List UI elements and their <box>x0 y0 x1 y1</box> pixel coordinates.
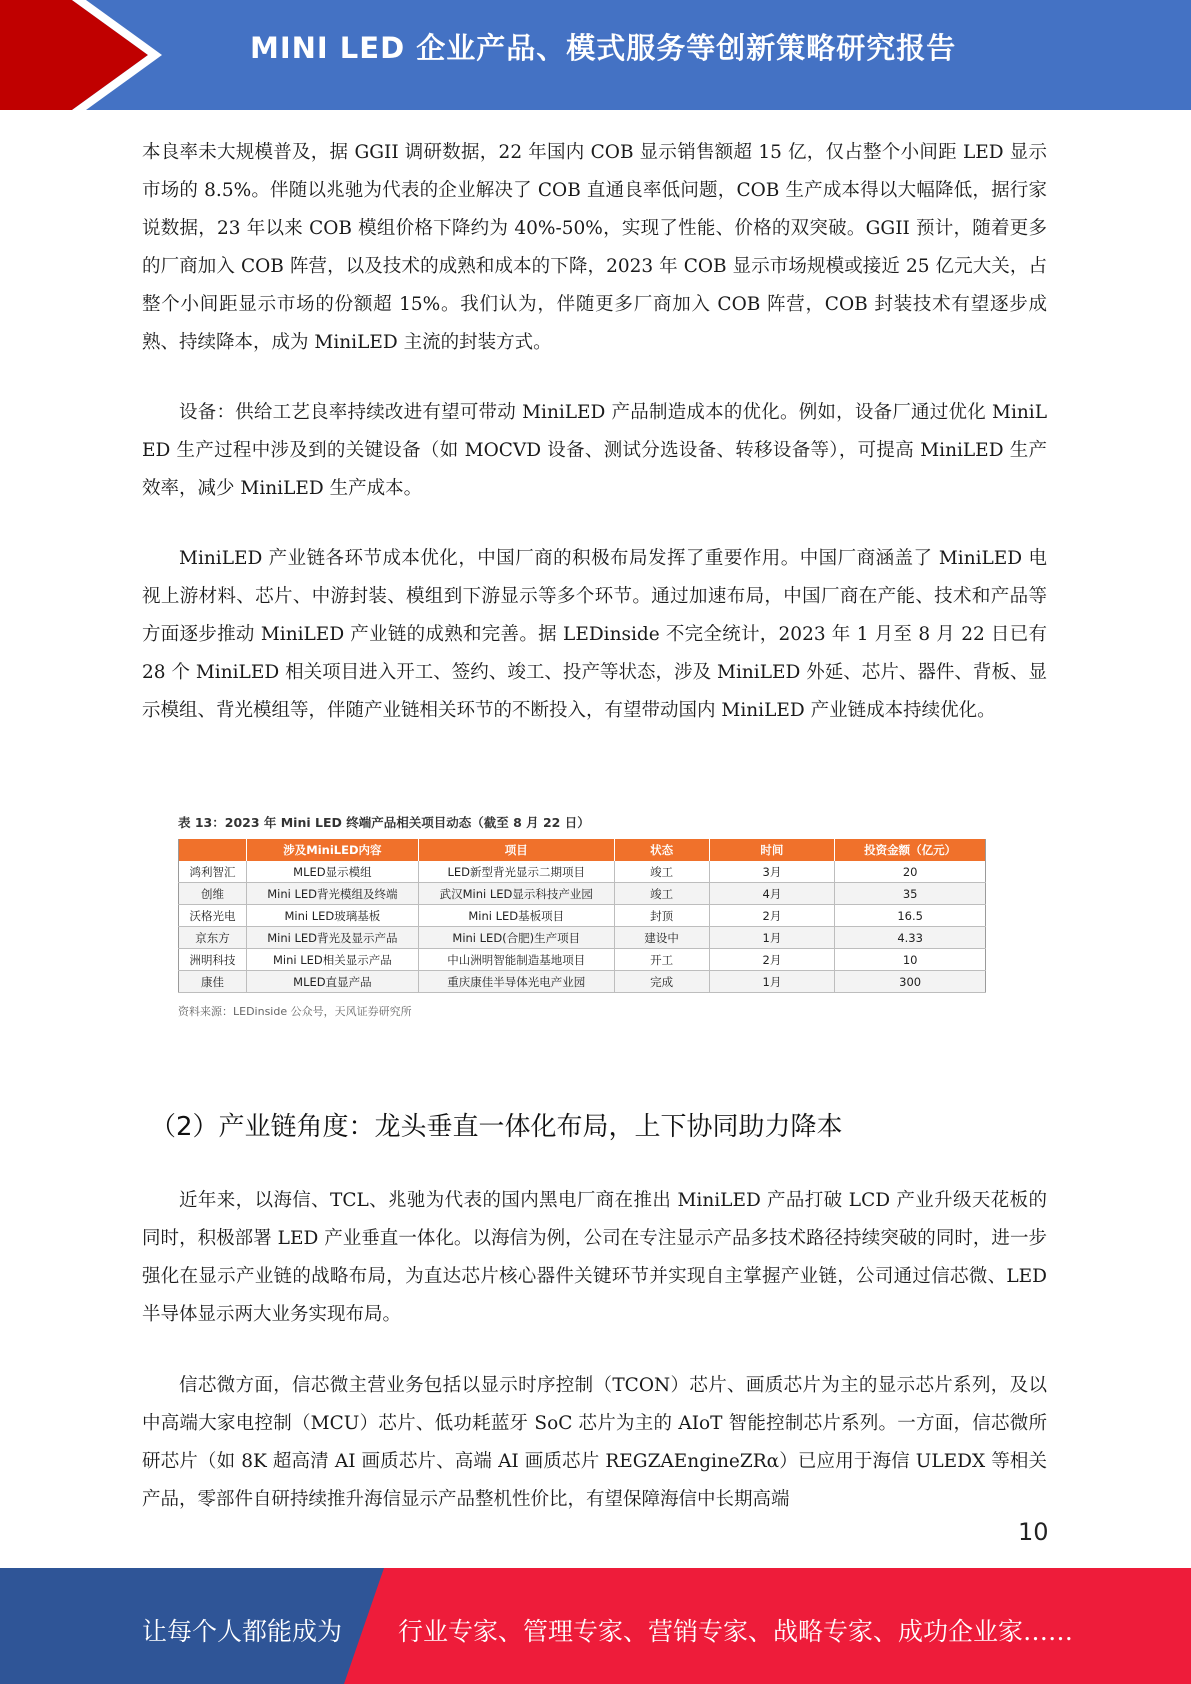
table-cell: 2月 <box>709 905 835 927</box>
table-cell: Mini LED背光及显示产品 <box>246 927 418 949</box>
table-row <box>179 971 986 993</box>
table-cell: 京东方 <box>179 927 247 949</box>
footer-slogan-right: 行业专家、管理专家、营销专家、战略专家、成功企业家…… <box>398 1617 1074 1646</box>
table-cell: 封顶 <box>614 905 709 927</box>
table-cell: 完成 <box>614 971 709 993</box>
table-cell: 康佳 <box>179 971 247 993</box>
table-cell: Mini LED相关显示产品 <box>246 949 418 971</box>
table-source-note: 资料来源：LEDinside 公众号，天风证券研究所 <box>178 1005 412 1018</box>
table-cell: 20 <box>835 861 986 883</box>
red-chevron <box>0 0 148 110</box>
table-cell: Mini LED玻璃基板 <box>246 905 418 927</box>
table-header-row <box>179 839 986 861</box>
table-cell: 16.5 <box>835 905 986 927</box>
table-header-cell: 时间 <box>709 839 835 861</box>
paragraph-equipment: 设备：供给工艺良率持续改进有望可带动 MiniLED 产品制造成本的优化。例如，设备厂通过优化 MiniLED 生产过程中涉及到的关键设备（如 MOCVD 设备、测试分选设备、转移设备等），可提高 MiniLED 生产效率，减少 MiniLED 生产成本。 <box>142 402 1047 499</box>
table-cell: Mini LED基板项目 <box>418 905 614 927</box>
paragraph-xinxinwei: 信芯微方面，信芯微主营业务包括以显示时序控制（TCON）芯片、画质芯片为主的显示芯片系列，及以中高端大家电控制（MCU）芯片、低功耗蓝牙 SoC 芯片为主的 AIoT 智能控制芯片系列。一方面，信芯微所研芯片（如 8K 超高清 AI 画质芯片、高端 AI 画质芯片 REGZAEngineZRα）已应用于海信 ULEDX 等相关产品，零部件自研持续推升海信显示产品整机性价比，有望保障海信中长期高端 <box>142 1375 1047 1510</box>
table-header-cell: 投资金额（亿元） <box>835 839 986 861</box>
table-cell: 2月 <box>709 949 835 971</box>
table-cell: 竣工 <box>614 861 709 883</box>
paragraph-vertical-integration: 近年来，以海信、TCL、兆驰为代表的国内黑电厂商在推出 MiniLED 产品打破 LCD 产业升级天花板的同时，积极部署 LED 产业垂直一体化。以海信为例，公司在专注显示产品多技术路径持续突破的同时，进一步强化在显示产业链的战略布局，为直达芯片核心器件关键环节并实现自主掌握产业链，公司通过信芯微、LED 半导体显示两大业务实现布局。 <box>142 1190 1047 1325</box>
table-cell: Mini LED背光模组及终端 <box>246 883 418 905</box>
paragraph-supply-chain: MiniLED 产业链各环节成本优化，中国厂商的积极布局发挥了重要作用。中国厂商涵盖了 MiniLED 电视上游材料、芯片、中游封装、模组到下游显示等多个环节。通过加速布局，中国厂商在产能、技术和产品等方面逐步推动 MiniLED 产业链的成熟和完善。据 LEDinside 不完全统计，2023 年 1 月至 8 月 22 日已有 28 个 MiniLED 相关项目进入开工、签约、竣工、投产等状态，涉及 MiniLED 外延、芯片、器件、背板、显示模组、背光模组等，伴随产业链相关环节的不断投入，有望带动国内 MiniLED 产业链成本持续优化。 <box>142 548 1047 721</box>
table-cell: 沃格光电 <box>179 905 247 927</box>
report-title: MINI LED 企业产品、模式服务等创新策略研究报告 <box>250 31 957 65</box>
table-row <box>179 883 986 905</box>
table-cell: LED新型背光显示二期项目 <box>418 861 614 883</box>
table-header-cell: 状态 <box>614 839 709 861</box>
table-row <box>179 949 986 971</box>
table-cell: 鸿利智汇 <box>179 861 247 883</box>
table-header-cell: 项目 <box>418 839 614 861</box>
page-footer <box>0 1568 1191 1684</box>
table-cell: 重庆康佳半导体光电产业园 <box>418 971 614 993</box>
table-header-cell: 涉及MiniLED内容 <box>246 839 418 861</box>
table-cell: 开工 <box>614 949 709 971</box>
table-row <box>179 905 986 927</box>
table-row <box>179 861 986 883</box>
table-caption: 表 13：2023 年 Mini LED 终端产品相关项目动态（截至 8 月 22 日） <box>178 815 590 830</box>
paragraph-cob: 本良率未大规模普及，据 GGII 调研数据，22 年国内 COB 显示销售额超 15 亿，仅占整个小间距 LED 显示市场的 8.5%。伴随以兆驰为代表的企业解决了 COB 直通良率低问题，COB 生产成本得以大幅降低，据行家说数据，23 年以来 COB 模组价格下降约为 40%-50%，实现了性能、价格的双突破。GGII 预计，随着更多的厂商加入 COB 阵营，以及技术的成熟和成本的下降，2023 年 COB 显示市场规模或接近 25 亿元大关，占整个小间距显示市场的份额超 15%。我们认为，伴随更多厂商加入 COB 阵营，COB 封装技术有望逐步成熟、持续降本，成为 MiniLED 主流的封装方式。 <box>142 142 1047 353</box>
table-cell: 4月 <box>709 883 835 905</box>
table-cell: 武汉Mini LED显示科技产业园 <box>418 883 614 905</box>
page-number: 10 <box>1018 1518 1049 1546</box>
table-cell: MLED显示模组 <box>246 861 418 883</box>
project-table-figure <box>178 813 986 1019</box>
table-cell: MLED直显产品 <box>246 971 418 993</box>
table-header-cell <box>179 839 247 861</box>
table-cell: 3月 <box>709 861 835 883</box>
page-header <box>0 0 1191 110</box>
table-cell: 4.33 <box>835 927 986 949</box>
table-row <box>179 927 986 949</box>
table-cell: 创维 <box>179 883 247 905</box>
table-cell: 竣工 <box>614 883 709 905</box>
table-cell: 中山洲明智能制造基地项目 <box>418 949 614 971</box>
table-cell: 1月 <box>709 927 835 949</box>
table-cell: 35 <box>835 883 986 905</box>
project-table <box>178 839 986 993</box>
table-cell: 300 <box>835 971 986 993</box>
table-cell: 建设中 <box>614 927 709 949</box>
table-cell: 1月 <box>709 971 835 993</box>
section-heading: （2）产业链角度：龙头垂直一体化布局，上下协同助力降本 <box>150 1112 843 1142</box>
table-cell: Mini LED(合肥)生产项目 <box>418 927 614 949</box>
table-cell: 洲明科技 <box>179 949 247 971</box>
table-cell: 10 <box>835 949 986 971</box>
footer-slogan-left: 让每个人都能成为 <box>142 1617 343 1646</box>
